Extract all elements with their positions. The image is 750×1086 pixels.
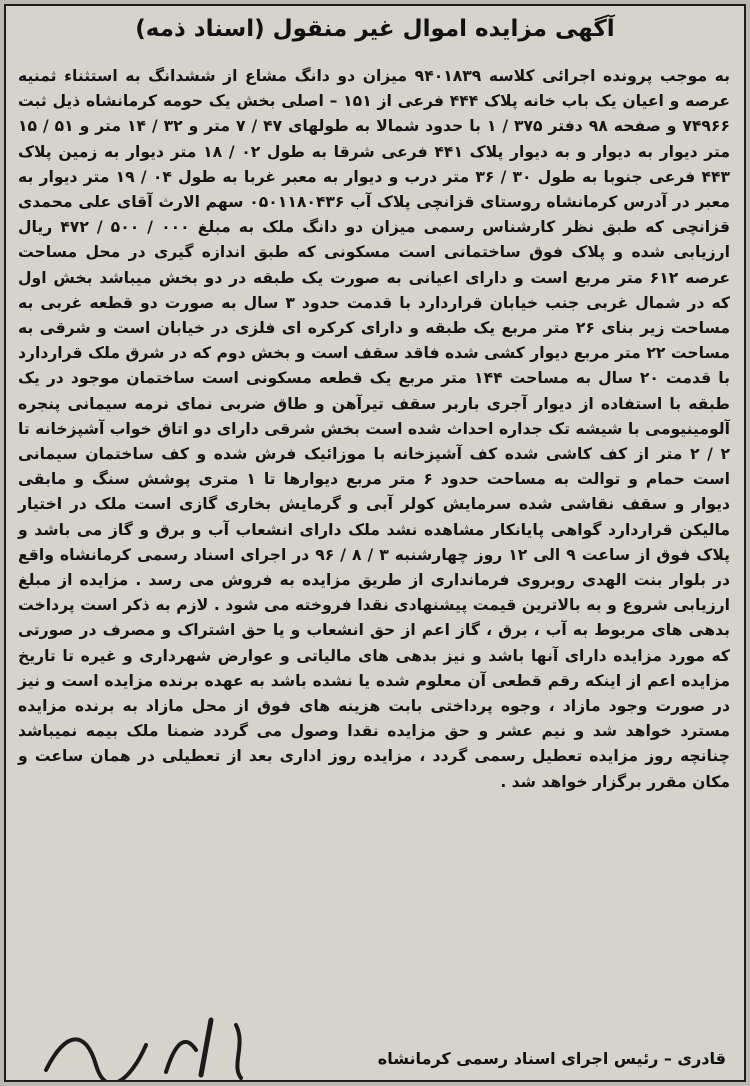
notice-title: آگهی مزایده اموال غیر منقول (اسناد ذمه) (135, 16, 615, 42)
notice-body: به موجب پرونده اجرائی کلاسه ۹۴۰۱۸۳۹ میزان دو دانگ مشاع از ششدانگ به استثناء ثمنیه عرصه و اعیان یک باب خانه پلاک ۴۴۴ فرعی از ۱۵۱ – اصلی بخش یک حومه کرمانشاه ذیل ثبت ۷۴۹۶۶ و صفحه ۹۸ دفتر ۳۷۵ / ۱ با حدود شمالا به طولهای ۴۷ / ۷ متر و ۳۲ / ۱۴ متر و ۵۱ / ۱۵ متر دیوار به دیوار و به دیوار پلاک ۴۴۱ فرعی شرقا به طول ۰۲ / ۱۸ متر دیوار به زمین پلاک ۴۴۳ فرعی جنوبا به طول ۳۰ / ۳۶ متر درب و دیوار به معبر غربا به طول ۰۴ / ۱۹ متر دیوار به معبر در آدرس کرمانشاه روستای قزانچی پلاک آب ۰۵۰۱۱۸۰۴۳۶ سهم الارث آقای علی محمدی قزانچی که طبق نظر کارشناس رسمی میزان دو دانگ ملک به مبلغ ۰۰۰ / ۵۰۰ / ۴۷۲ ریال ارزیابی شده و پلاک فوق ساختمانی است مسکونی که طبق اندازه گیری در محل مساحت عرصه ۶۱۲ متر مربع است و دارای اعیانی به صورت یک طبقه در دو بخش میباشد بخش اول که در شمال غربی جنب خیابان قراردارد با قدمت حدود ۳ سال به صورت دو قطعه غربی به مساحت زیر بنای ۲۶ متر مربع یک طبقه و دارای کرکره ای فلزی در خیابان است و شرقی به مساحت ۲۲ متر مربع دیوار کشی شده فاقد سقف است و بخش دوم که در شرق ملک قراردارد با قدمت ۲۰ سال به مساحت ۱۴۴ متر مربع یک قطعه مسکونی است ساختمان موجود در یک طبقه با استفاده از دیوار آجری باربر سقف تیرآهن و طاق ضربی نمای نرمه سیمانی پنجره آلومینیومی با شیشه تک جداره احداث شده است بخش شرقی دارای دو اتاق خواب آشپزخانه تا ۲ / ۲ متر از کف کاشی شده کف آشپزخانه با موزائیک فرش شده و کف ساختمان سیمانی است حمام و توالت به مساحت حدود ۶ متر مربع دیوارها تا ۱ متری پوشش سنگ و مابقی دیوار و سقف نقاشی شده سرمایش کولر آبی و گرمایش بخاری گازی است ملک در اختیار مالیکن قراردارد گواهی پایانکار مشاهده نشد ملک دارای انشعاب آب و برق و گاز می باشد و پلاک فوق از ساعت ۹ الی ۱۲ روز چهارشنبه ۳ / ۸ / ۹۶ در اجرای اسناد رسمی کرمانشاه واقع در بلوار بنت الهدی روبروی فرمانداری از طریق مزایده به فروش می رسد . مزایده از مبلغ ارزیابی شروع و به بالاترین قیمت پیشنهادی نقدا فروخته می شود . لازم به ذکر است پرداخت بدهی های مربوط به آب ، برق ، گاز اعم از حق انشعاب و یا حق اشتراک و مصرف در صورتی که مورد مزایده دارای آنها باشد و نیز بدهی های مالیاتی و عوارض شهرداری و غیره تا تاریخ مزایده اعم از اینکه رقم قطعی آن معلوم شده یا نشده باشد به عهده برنده مزایده است و نیز در صورت وجود مازاد ، وجوه پرداختی بابت هزینه های فوق از محل مازاد به برنده مزایده مسترد خواهد شد و نیم عشر و حق مزایده نقدا وصول می گردد ضمنا ملک بیمه نمیباشد چنانچه روز مزایده تعطیل رسمی گردد ، مزایده روز اداری بعد از تعطیلی در همان ساعت و مکان مقرر برگزار خواهد شد . (18, 67, 731, 791)
handwritten-mark-icon (36, 1010, 266, 1080)
notice-frame (4, 4, 746, 1082)
notice-signature: قادری – رئیس اجرای اسناد رسمی کرمانشاه (377, 1049, 726, 1068)
